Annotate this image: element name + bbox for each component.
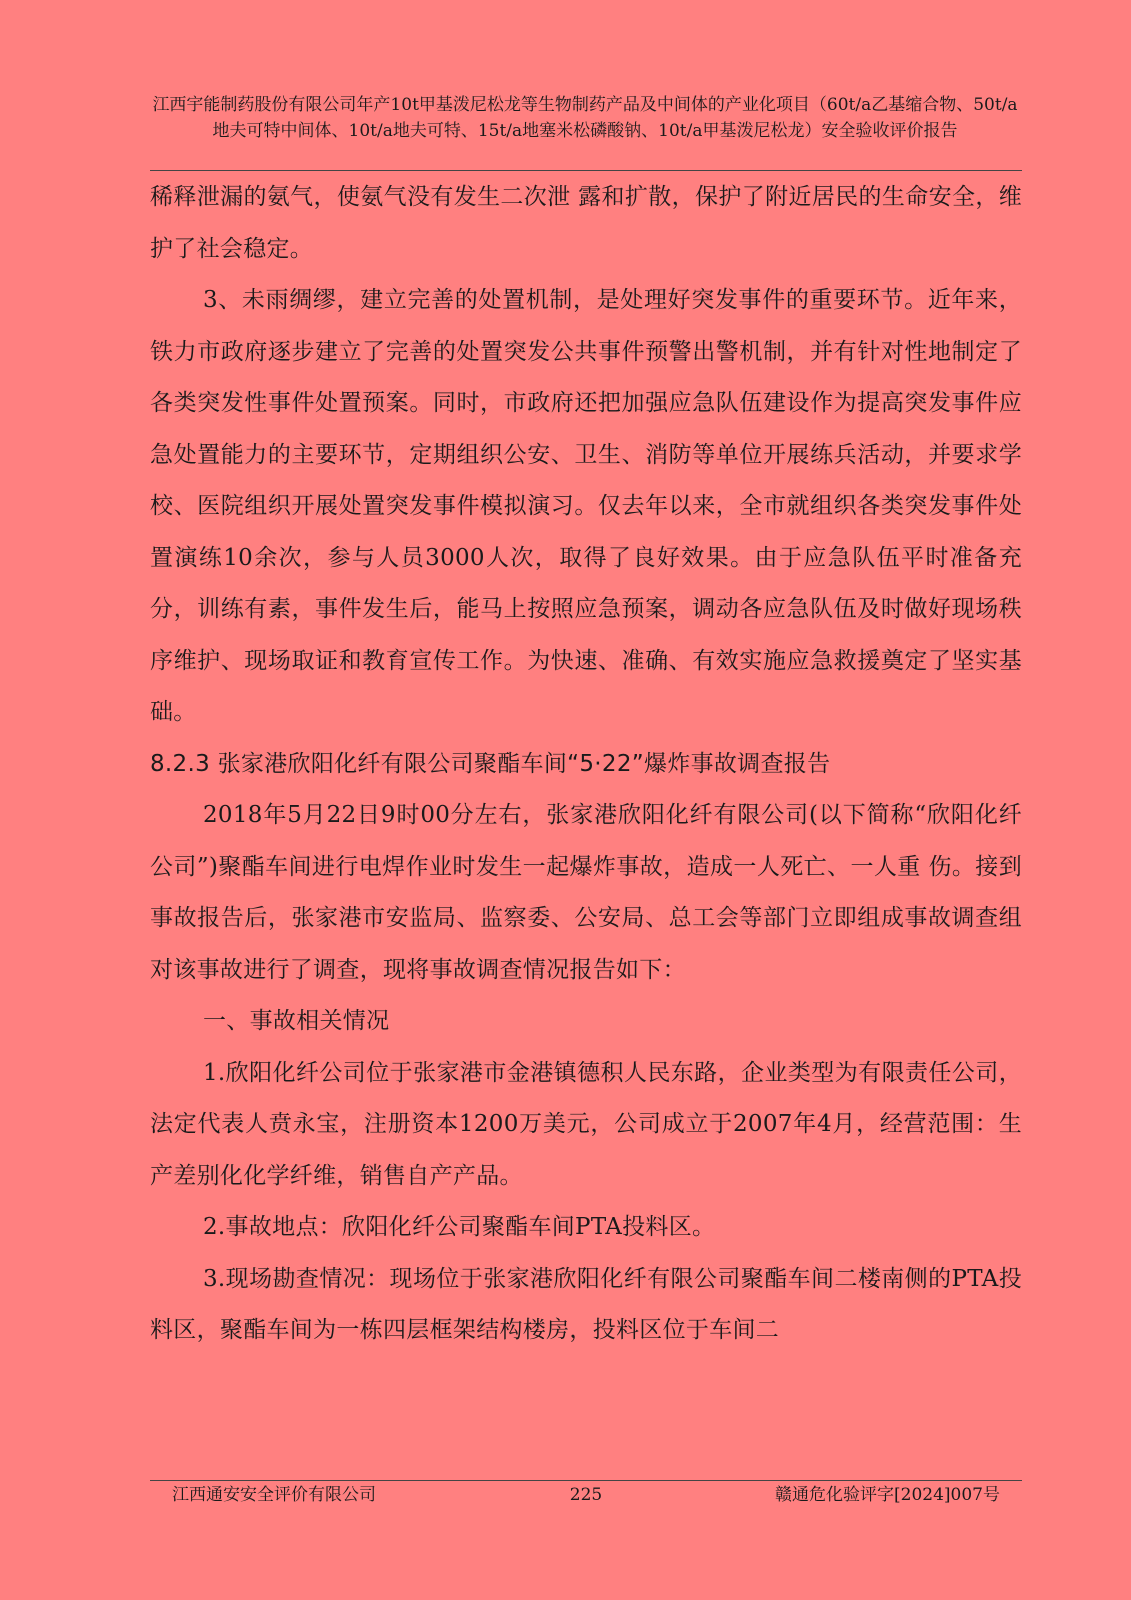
paragraph: 2.事故地点：欣阳化纤公司聚酯车间PTA投料区。 (203, 1214, 716, 1240)
header-divider (150, 170, 1022, 171)
paragraph: 2018年5月22日9时00分左右，张家港欣阳化纤有限公司(以下简称“欣阳化纤公司”)聚酯车间进行电焊作业时发生一起爆炸事故，造成一人死亡、一人重 伤。接到事故报告后，张家港市安监局、监察委、公安局、总工会等部门立即组成事故调查组对该事故进行了调查，现将事故调查情况报告如下： (150, 802, 1022, 983)
section-heading: 8.2.3 张家港欣阳化纤有限公司聚酯车间“5·22”爆炸事故调查报告 (150, 750, 831, 777)
page-header (150, 92, 1020, 144)
header-title: 江西宇能制药股份有限公司年产10t甲基泼尼松龙等生物制药产品及中间体的产业化项目（60t/a乙基缩合物、50t/a地夫可特中间体、10t/a地夫可特、15t/a地塞米松磷酸钠、10t/a甲基泼尼松龙）安全验收评价报告 (152, 95, 1018, 141)
paragraph: 稀释泄漏的氨气，使氨气没有发生二次泄 露和扩散，保护了附近居民的生命安全，维护了社会稳定。 (150, 184, 1022, 262)
paragraph: 1.欣阳化纤公司位于张家港市金港镇德积人民东路，企业类型为有限责任公司，法定代表人贲永宝，注册资本1200万美元，公司成立于2007年4月，经营范围：生产差别化化学纤维，销售自产产品。 (150, 1059, 1022, 1189)
page-number: 225 (569, 1485, 603, 1505)
document-body (150, 172, 1022, 1357)
paragraph: 3、未雨绸缪，建立完善的处置机制，是处理好突发事件的重要环节。近年来，铁力市政府逐步建立了完善的处置突发公共事件预警出警机制，并有针对性地制定了各类突发性事件处置预案。同时，市政府还把加强应急队伍建设作为提高突发事件应急处置能力的主要环节，定期组织公安、卫生、消防等单位开展练兵活动，并要求学校、医院组织开展处置突发事件模拟演习。仅去年以来，全市就组织各类突发事件处置演练10余次，参与人员3000人次，取得了良好效果。由于应急队伍平时准备充分，训练有素，事件发生后，能马上按照应急预案，调动各应急队伍及时做好现场秩序维护、现场取证和教育宣传工作。为快速、准确、有效实施应急救援奠定了坚实基础。 (150, 287, 1022, 725)
footer-divider (150, 1480, 1022, 1481)
footer-company: 江西通安安全评价有限公司 (172, 1485, 376, 1505)
paragraph: 3.现场勘查情况：现场位于张家港欣阳化纤有限公司聚酯车间二楼南侧的PTA投料区，聚酯车间为一栋四层框架结构楼房，投料区位于车间二 (150, 1265, 1022, 1343)
subsection-title: 一、事故相关情况 (203, 1008, 390, 1034)
document-number: 赣通危化验评字[2024]007号 (775, 1485, 1000, 1505)
